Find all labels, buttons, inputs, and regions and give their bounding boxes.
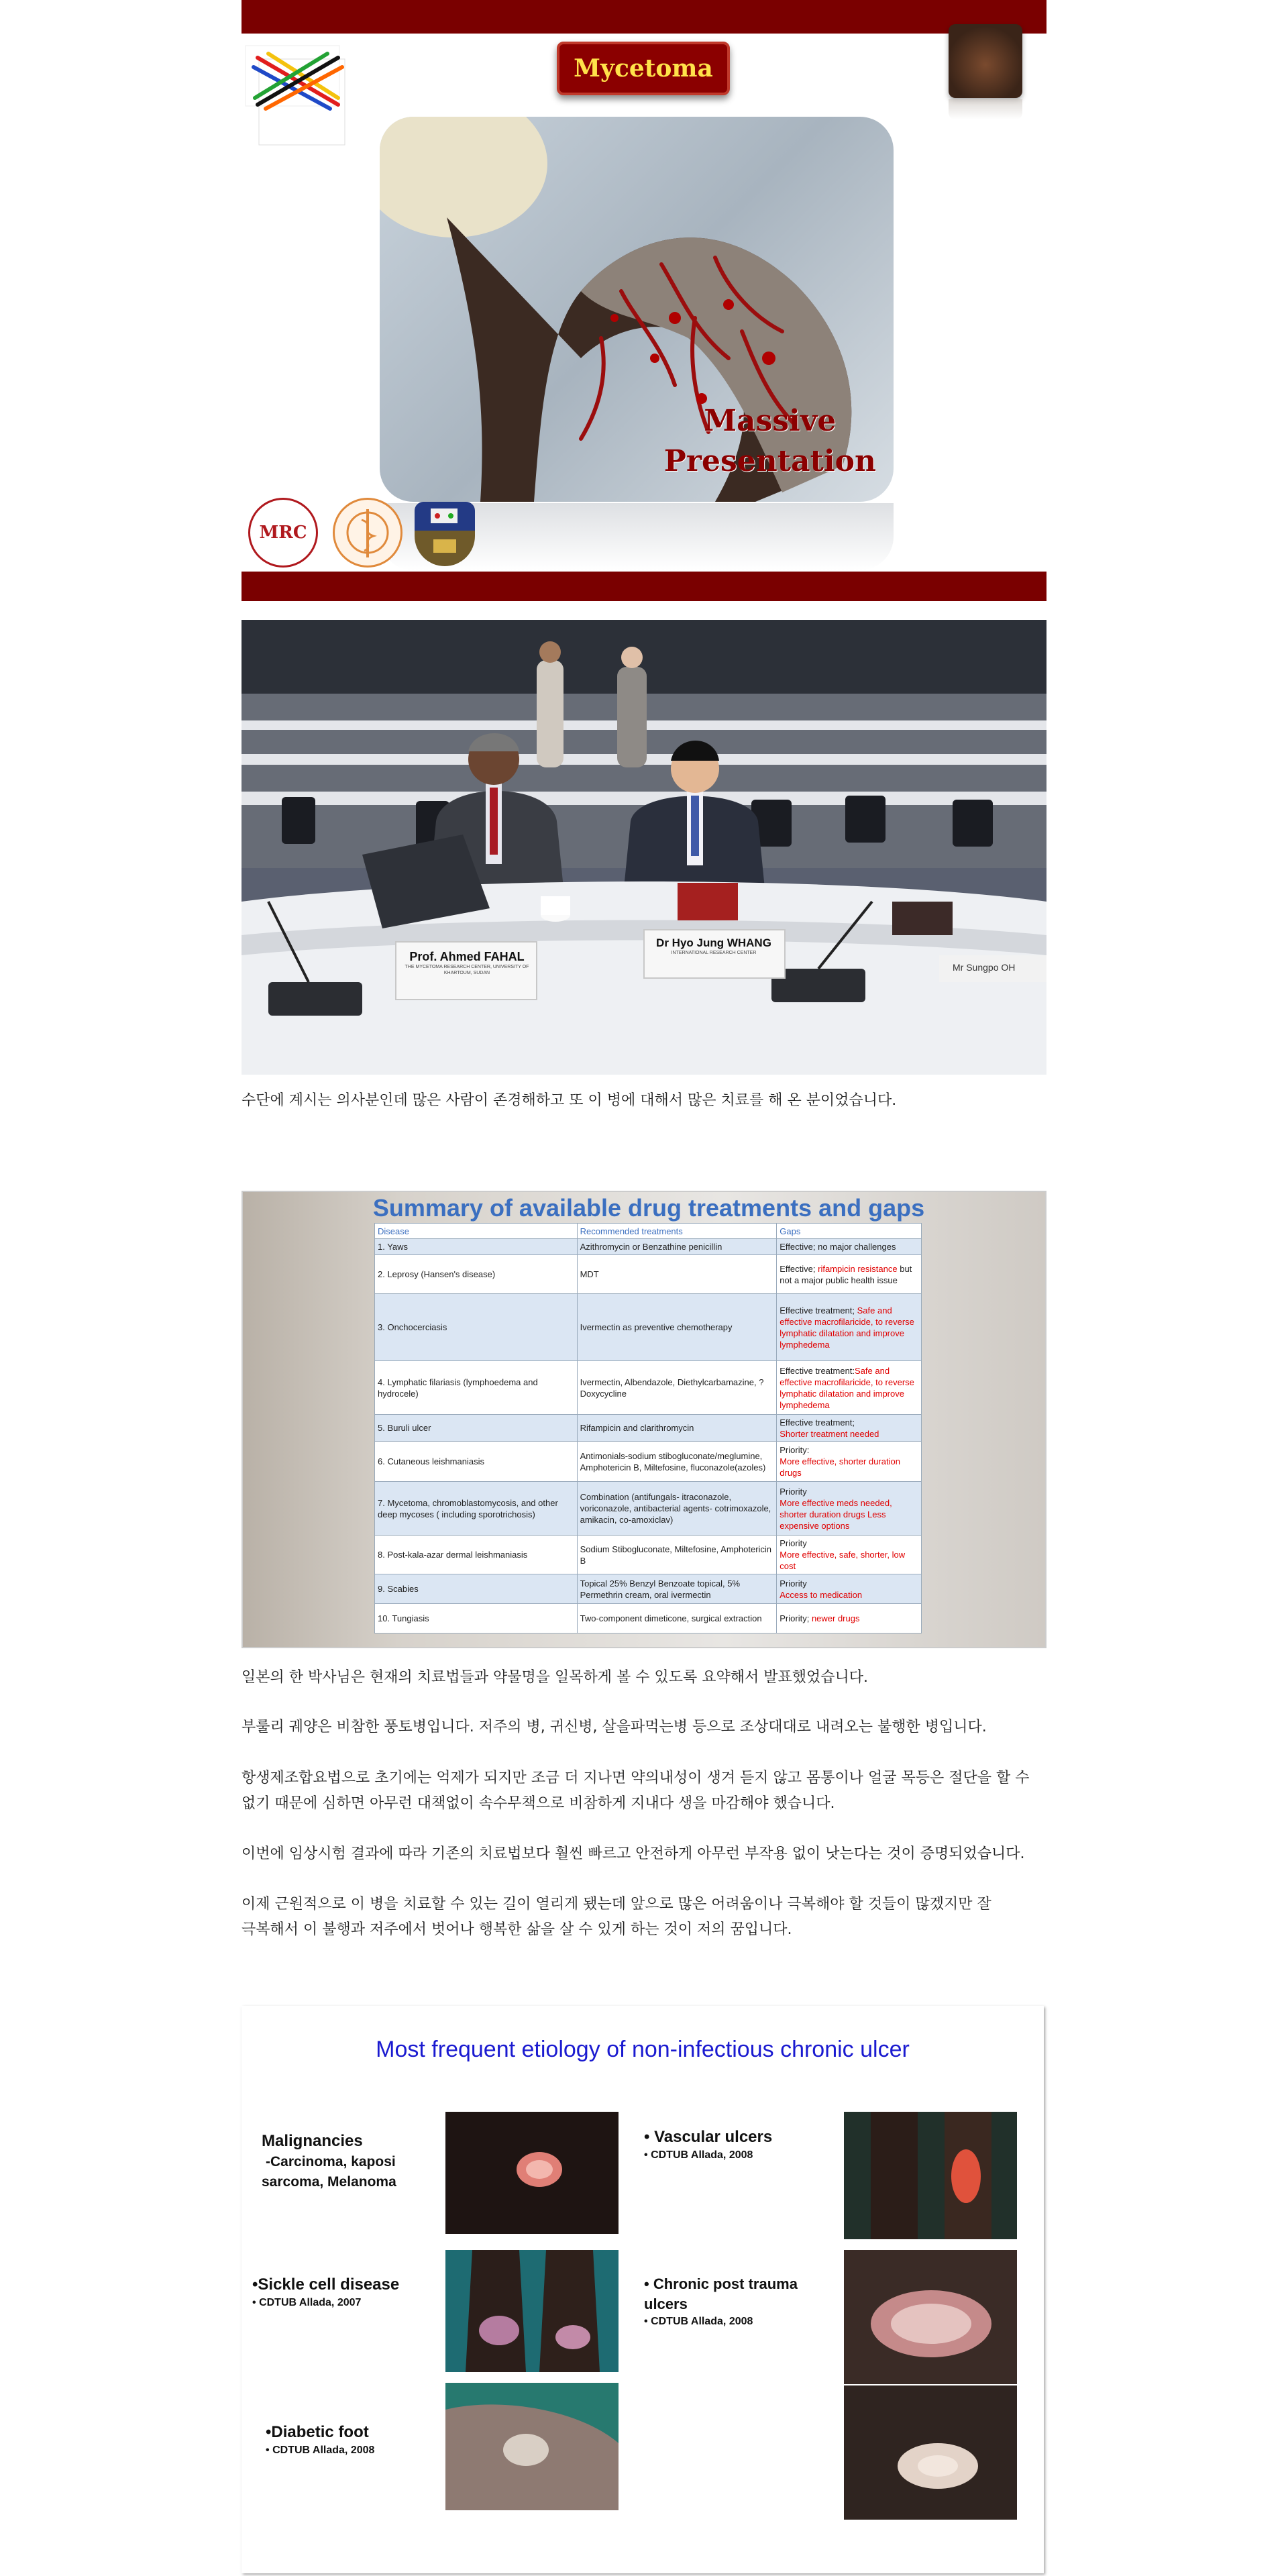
foot-thumbnail-image — [949, 24, 1022, 98]
paragraph-2: 일본의 한 박사님은 현재의 치료법들과 약물명을 일목하게 볼 수 있도록 요약해서 발표했었습니다. — [241, 1669, 869, 1686]
bullet: • — [266, 2445, 270, 2456]
drug-summary-title: Summary of available drug treatments and gaps — [372, 1194, 925, 1222]
sickle-ulcer-illustration — [445, 2250, 619, 2372]
gap-cell — [777, 1239, 922, 1255]
sickle-ulcer-image — [445, 2250, 619, 2372]
table-row — [375, 1239, 922, 1255]
treatment-cell: Azithromycin or Benzathine penicillin — [577, 1239, 777, 1255]
paragraph-4a: 항생제조합요법으로 초기에는 억제가 되지만 조금 더 지나면 약의내성이 생겨 듣지 않고 몸통이나 얼굴 목등은 절단을 할 수 — [241, 1770, 1030, 1786]
malignancies-title: Malignancies — [262, 2132, 363, 2150]
ntd-logo-icon — [244, 44, 352, 152]
disease-cell: 7. Mycetoma, chromoblastomycosis, and other deep mycoses ( including sporotrichosis) — [375, 1482, 578, 1536]
paragraph-1: 수단에 계시는 의사분인데 많은 사람이 존경해하고 또 이 병에 대해서 많은 치료를 해 온 분이었습니다. — [241, 1092, 897, 1109]
table-row — [375, 1294, 922, 1361]
gap-cell — [777, 1415, 922, 1442]
nameplate-fahal-affiliation: THE MYCETOMA RESEARCH CENTER, UNIVERSITY OF KHARTOUM, SUDAN — [405, 965, 529, 975]
mycetoma-slide — [241, 0, 1046, 601]
treatment-cell: Sodium Stibogluconate, Miltefosine, Amphotericin B — [577, 1536, 777, 1574]
crest-detail-icon — [415, 502, 475, 566]
table-row — [375, 1574, 922, 1604]
gap-highlight: newer drugs — [811, 1613, 860, 1623]
treatment-cell: Antimonials-sodium stibogluconate/meglumine, Amphotericin B, Miltefosine, fluconazole(azoles) — [577, 1442, 777, 1482]
mrc-logo — [248, 498, 318, 568]
vascular-ulcer-illustration — [844, 2112, 1017, 2239]
gap-cell — [777, 1361, 922, 1415]
diabetic-foot-image — [445, 2383, 619, 2510]
bullet: • — [252, 2297, 256, 2308]
paragraph-5: 이번에 임상시험 결과에 따라 기존의 치료법보다 훨씬 빠르고 안전하게 아무런 부작용 없이 낫는다는 것이 증명되었습니다. — [241, 1845, 1025, 1862]
gap-text: Effective treatment: — [780, 1365, 855, 1376]
vascular-title: Vascular ulcers — [654, 2128, 773, 2146]
sickle-label — [252, 2274, 399, 2310]
treatment-cell: Rifampicin and clarithromycin — [577, 1415, 777, 1442]
table-row — [375, 1415, 922, 1442]
disease-cell: 10. Tungiasis — [375, 1604, 578, 1633]
trauma-ulcer-illustration-2 — [844, 2385, 1017, 2520]
gap-tail: but not a major public health issue — [780, 1263, 912, 1285]
gap-text: Priority: — [780, 1445, 810, 1455]
who-logo-icon — [333, 498, 402, 568]
treatment-cell: Ivermectin, Albendazole, Diethylcarbamazine, ? Doxycycline — [577, 1361, 777, 1415]
nameplate-far: Mr Sungpo OH — [953, 962, 1016, 973]
gap-cell — [777, 1294, 922, 1361]
diabetic-title: Diabetic foot — [271, 2423, 369, 2441]
nameplate-fahal-name: Prof. Ahmed FAHAL — [409, 950, 525, 963]
table-header-row — [375, 1224, 922, 1239]
gap-cell — [777, 1255, 922, 1294]
disease-cell: 6. Cutaneous leishmaniasis — [375, 1442, 578, 1482]
gap-cell — [777, 1442, 922, 1482]
slide-title-badge: Mycetoma — [557, 42, 730, 95]
nameplate-fahal — [400, 950, 534, 976]
header-treatments: Recommended treatments — [577, 1224, 777, 1239]
diabetic-label — [266, 2422, 374, 2458]
paragraph-3: 부룰리 궤양은 비참한 풍토병입니다. 저주의 병, 귀신병, 살을파먹는병 등으로 조상대대로 내려오는 불행한 병입니다. — [241, 1719, 987, 1735]
table-row — [375, 1536, 922, 1574]
malignancies-line-3: sarcoma, Melanoma — [262, 2174, 396, 2190]
university-crest-icon — [415, 502, 475, 566]
nameplate-whang-name: Dr Hyo Jung WHANG — [656, 936, 771, 949]
disease-cell: 8. Post-kala-azar dermal leishmaniasis — [375, 1536, 578, 1574]
gap-cell — [777, 1536, 922, 1574]
treatment-cell: Topical 25% Benzyl Benzoate topical, 5% Permethrin cream, oral ivermectin — [577, 1574, 777, 1604]
gap-text: Effective; — [780, 1263, 818, 1274]
mrc-logo-text: MRC — [259, 523, 307, 543]
bullet: • — [266, 2423, 272, 2441]
paragraph-6a: 이제 근원적으로 이 병을 치료할 수 있는 길이 열리게 됐는데 앞으로 많은 어려움이나 극복해야 할 것들이 많겠지만 잘 — [241, 1896, 991, 1913]
gap-highlight: Access to medication — [780, 1589, 863, 1600]
gap-highlight: More effective meds needed, shorter duration drugs Less expensive options — [780, 1497, 892, 1531]
disease-cell: 4. Lymphatic filariasis (lymphoedema and hydrocele) — [375, 1361, 578, 1415]
gap-text: Priority — [780, 1486, 807, 1497]
trauma-title-line-1: Chronic post trauma — [653, 2275, 798, 2292]
gap-cell — [777, 1574, 922, 1604]
chronic-ulcer-title: Most frequent etiology of non-infectious chronic ulcer — [376, 2037, 910, 2062]
table-row — [375, 1482, 922, 1536]
malignancies-label — [262, 2131, 396, 2192]
gap-cell — [777, 1604, 922, 1633]
gap-highlight: More effective, safe, shorter, low cost — [780, 1550, 906, 1571]
gap-highlight: Shorter treatment needed — [780, 1428, 879, 1439]
header-gaps: Gaps — [777, 1224, 922, 1239]
gap-text: Priority — [780, 1578, 807, 1589]
disease-cell: 5. Buruli ulcer — [375, 1415, 578, 1442]
trauma-label — [644, 2274, 798, 2329]
header-disease: Disease — [375, 1224, 578, 1239]
sickle-source: CDTUB Allada, 2007 — [259, 2297, 362, 2308]
bullet: • — [644, 2316, 648, 2327]
gap-highlight: More effective, shorter duration drugs — [780, 1456, 900, 1478]
bullet: • — [644, 2275, 649, 2292]
massive-presentation-caption — [664, 401, 876, 482]
massive-presentation-image — [380, 117, 894, 502]
table-row — [375, 1361, 922, 1415]
treatment-cell: Combination (antifungals- itraconazole, voriconazole, antibacterial agents- cotrimoxazole, amikacin, co-amoxiclav) — [577, 1482, 777, 1536]
gap-text: Priority — [780, 1538, 807, 1548]
treatment-cell: Two-component dimeticone, surgical extraction — [577, 1604, 777, 1633]
trauma-ulcer-image-1 — [844, 2250, 1017, 2384]
gap-text: Priority; — [780, 1613, 812, 1623]
treatment-cell: MDT — [577, 1255, 777, 1294]
table-row — [375, 1255, 922, 1294]
gap-text: Effective treatment; — [780, 1417, 855, 1428]
disease-cell: 2. Leprosy (Hansen's disease) — [375, 1255, 578, 1294]
nameplate-whang — [647, 936, 781, 956]
chronic-ulcer-slide — [241, 2006, 1044, 2573]
trauma-ulcer-illustration-1 — [844, 2250, 1017, 2384]
gap-text: Effective treatment; — [780, 1305, 857, 1316]
drug-treatments-table — [374, 1223, 922, 1633]
sickle-title: Sickle cell disease — [258, 2275, 400, 2294]
thumbnail-reflection — [949, 99, 1022, 119]
meeting-photo — [241, 620, 1046, 1075]
gap-text: Effective; no major challenges — [780, 1242, 896, 1252]
disease-cell: 1. Yaws — [375, 1239, 578, 1255]
gap-highlight: Safe and effective macrofilaricide, to reverse lymphatic dilatation and improve lymphedema — [780, 1365, 914, 1410]
who-emblem-icon — [335, 500, 400, 566]
meeting-room-illustration — [241, 620, 1046, 1075]
table-row — [375, 1604, 922, 1633]
vascular-label — [644, 2127, 772, 2163]
caption-line-2: Presentation — [663, 444, 876, 478]
nameplate-whang-affiliation: INTERNATIONAL RESEARCH CENTER — [671, 951, 757, 955]
drug-summary-slide — [241, 1191, 1046, 1648]
malignancy-ulcer-image — [445, 2112, 619, 2234]
disease-cell: 3. Onchocerciasis — [375, 1294, 578, 1361]
bottom-band — [241, 572, 1046, 601]
vascular-source: CDTUB Allada, 2008 — [651, 2149, 753, 2161]
paragraph-4b: 없기 때문에 심하면 아무런 대책없이 속수무책으로 비참하게 지내다 생을 마감해야 했습니다. — [241, 1795, 835, 1812]
gap-cell — [777, 1482, 922, 1536]
bullet: • — [644, 2128, 650, 2146]
trauma-title-line-2: ulcers — [644, 2296, 688, 2312]
trauma-source: CDTUB Allada, 2008 — [651, 2316, 753, 2327]
malignancy-ulcer-illustration — [445, 2112, 619, 2234]
bullet: • — [252, 2275, 258, 2294]
trauma-ulcer-image-2 — [844, 2385, 1017, 2520]
malignancies-line-2: -Carcinoma, kaposi — [266, 2154, 396, 2169]
treatment-cell: Ivermectin as preventive chemotherapy — [577, 1294, 777, 1361]
table-row — [375, 1442, 922, 1482]
disease-cell: 9. Scabies — [375, 1574, 578, 1604]
top-band — [241, 0, 1046, 34]
diabetic-foot-illustration — [445, 2383, 619, 2510]
vascular-ulcer-image — [844, 2112, 1017, 2239]
gap-highlight: rifampicin resistance — [818, 1263, 898, 1274]
gap-highlight: Safe and effective macrofilaricide, to reverse lymphatic dilatation and improve lymphedema — [780, 1305, 914, 1350]
bullet: • — [644, 2149, 648, 2161]
paragraph-6b: 극복해서 이 불행과 저주에서 벗어나 행복한 삶을 살 수 있게 하는 것이 저의 꿈입니다. — [241, 1921, 792, 1938]
diabetic-source: CDTUB Allada, 2008 — [272, 2445, 375, 2456]
caption-line-1: Massive — [704, 404, 837, 438]
